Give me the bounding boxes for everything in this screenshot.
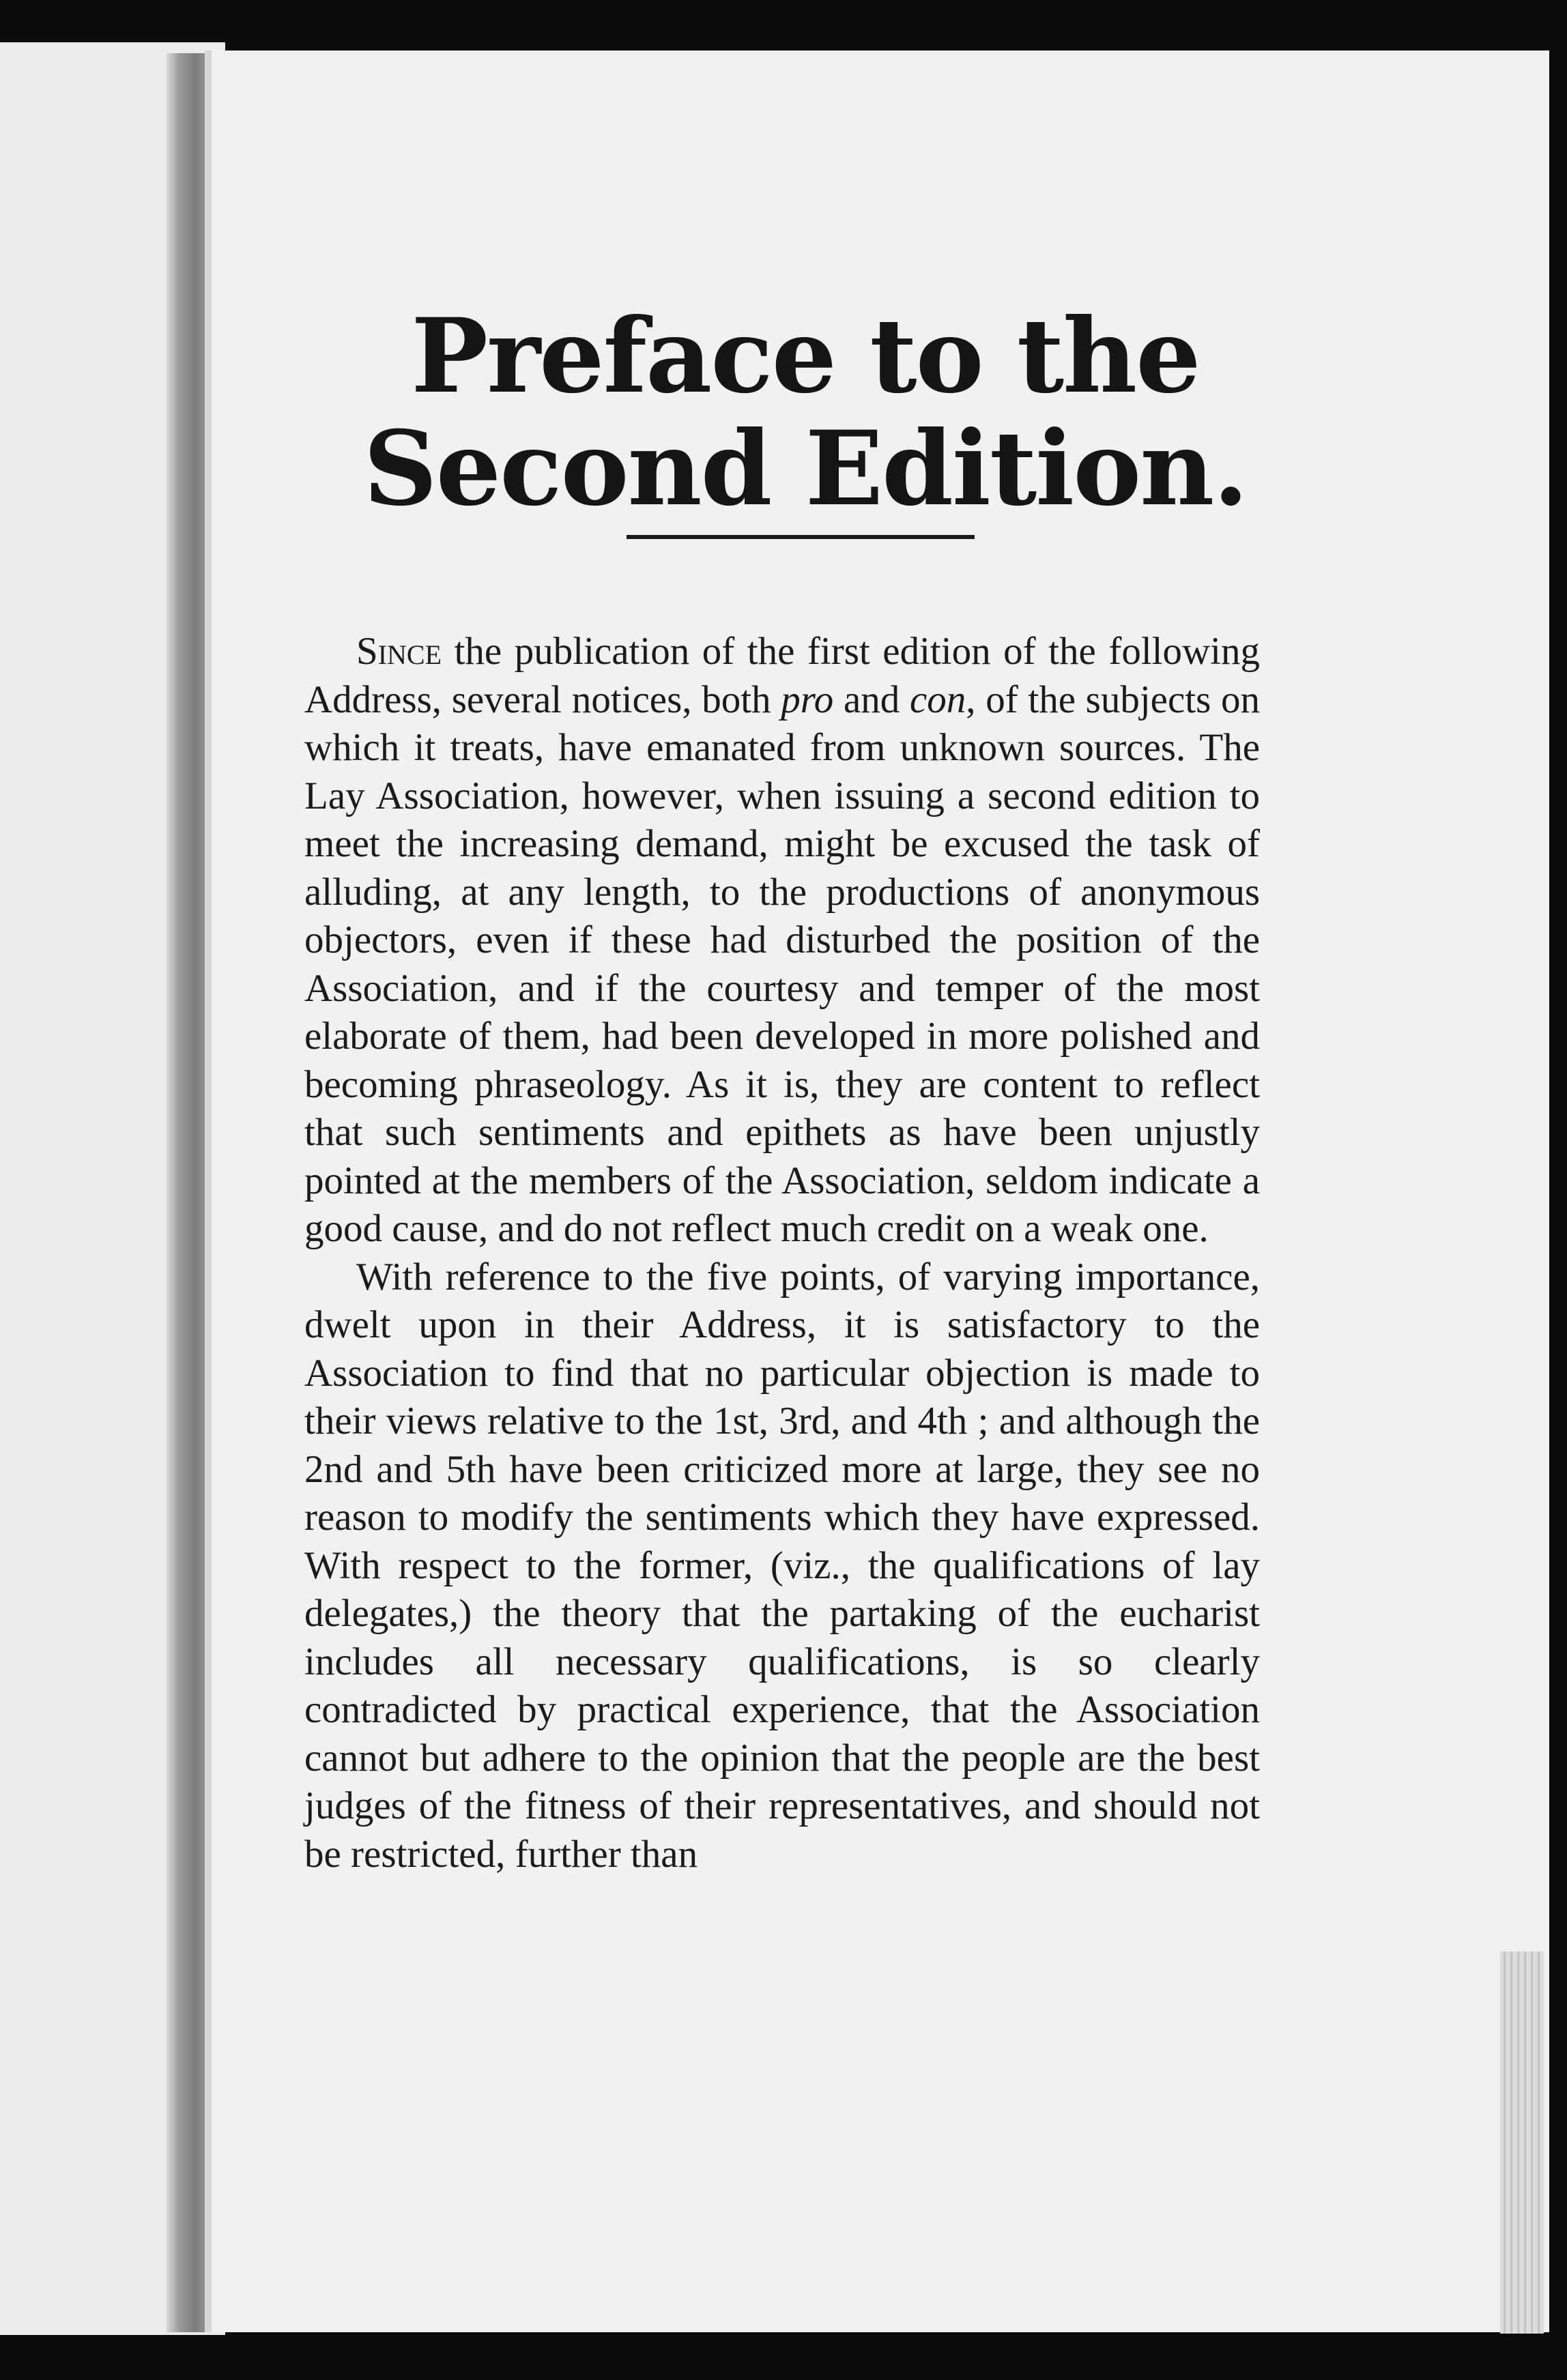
- preface-text: [304, 628, 1260, 1878]
- paragraph-1-and: and: [833, 678, 910, 721]
- paragraph-2: With reference to the five points, of varying importance, dwelt upon in their Address, it is satisfactory to the Association to find that no particular objection is made to their views relative to the 1st, 3rd, and 4th ; and although the 2nd and 5th have been criticized more at large, they see no reason to modify the sentiments which they have expressed. With respect to the former, (viz., the qualifications of lay delegates,) the theory that the partaking of the eucharist includes all necessary qualifications, is so clearly contradicted by practical experience, that the Association cannot but adhere to the opinion that the people are the best judges of the fitness of their representatives, and should not be restricted, further than: [304, 1255, 1260, 1876]
- lead-word: Since: [356, 630, 442, 673]
- paragraph-1: [304, 628, 1260, 1253]
- latin-pro: pro: [781, 678, 834, 721]
- page-title: Preface to the Second Edition.: [363, 296, 1248, 529]
- latin-con: con: [909, 678, 966, 721]
- paragraph-1-text-a: the publication of the first edition of the following Address, several notices, both: [304, 630, 1260, 721]
- page-edge: [1500, 1951, 1544, 2334]
- title-rule: [627, 535, 975, 539]
- paragraph-1-text-b: , of the subjects on which it treats, have emanated from unknown sources. The Lay Association, however, when issuing a second edition to meet the increasing demand, might be excused the task of alluding, at any length, to the productions of anonymous objectors, even if these had disturbed the position of the Association, and if the courtesy and temper of the most elaborate of them, had been developed in more polished and becoming phraseology. As it is, they are content to reflect that such sentiments and epithets as have been unjustly pointed at the members of the Association, seldom indicate a good cause, and do not reflect much credit on a weak one.: [304, 678, 1260, 1250]
